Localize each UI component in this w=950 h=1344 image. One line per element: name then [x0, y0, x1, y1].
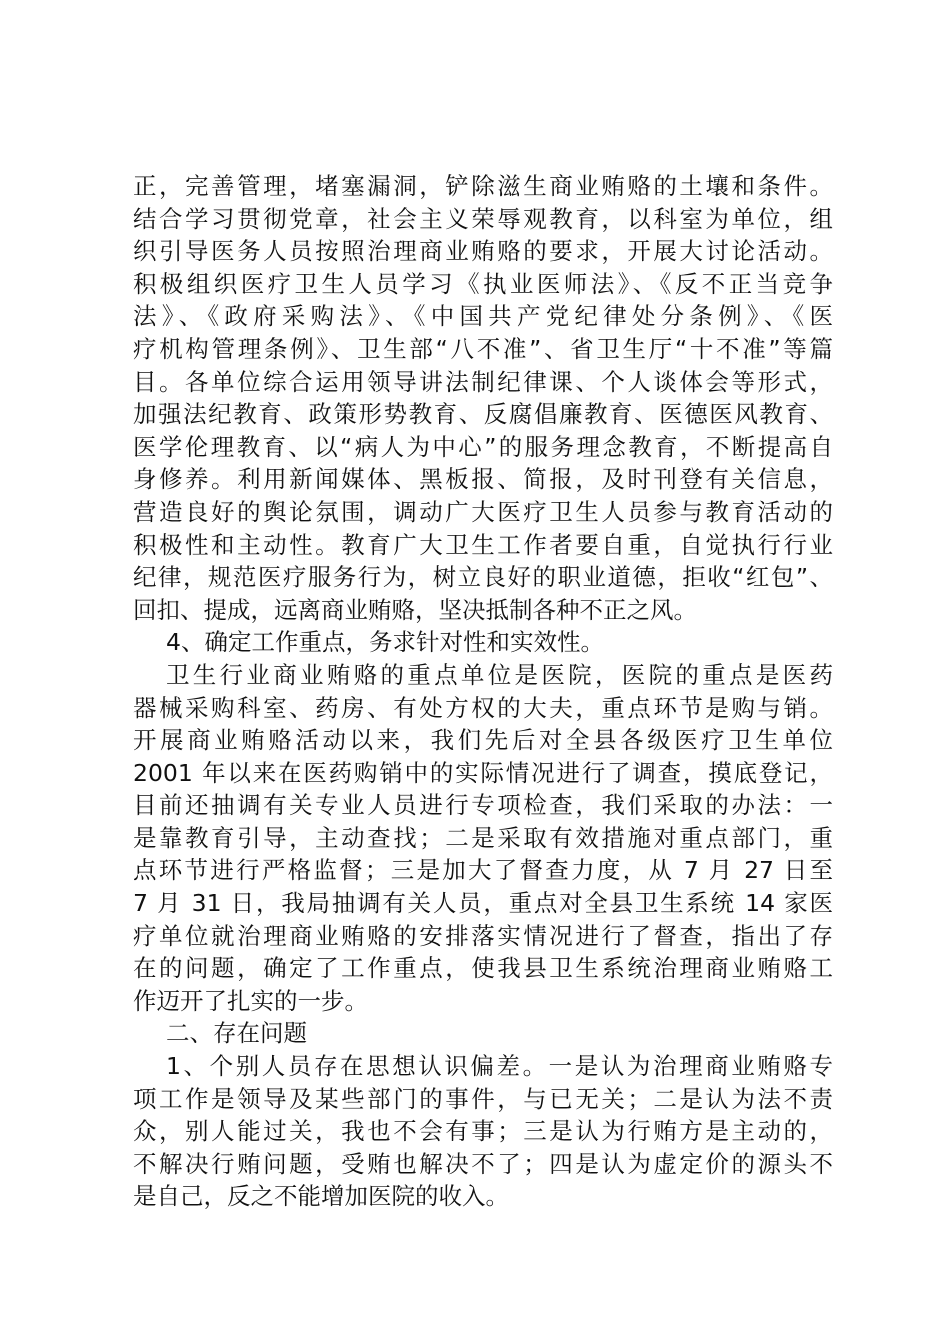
text-line: 正，完善管理，堵塞漏洞，铲除滋生商业贿赂的土壤和条件。	[133, 172, 833, 200]
text-line: 加强法纪教育、政策形势教育、反腐倡廉教育、医德医风教育、	[133, 400, 833, 429]
text-line: 是靠教育引导，主动查找；二是采取有效措施对重点部门，重	[133, 823, 833, 852]
body-text	[133, 170, 833, 1213]
text-line: 回扣、提成，远离商业贿赂，坚决抵制各种不正之风。	[133, 595, 697, 624]
text-line: 积极性和主动性。教育广大卫生工作者要自重，自觉执行行业	[133, 530, 833, 559]
text-line: 点环节进行严格监督；三是加大了督查力度，从 7 月 27 日至	[133, 856, 833, 885]
text-line: 疗单位就治理商业贿赂的安排落实情况进行了督查，指出了存	[133, 921, 833, 950]
text-line: 法》、《政府采购法》、《中国共产党纪律处分条例》、《医	[133, 302, 833, 331]
text-line: 是自己，反之不能增加医院的收入。	[133, 1182, 509, 1211]
text-line: 不解决行贿问题，受贿也解决不了；四是认为虚定价的源头不	[133, 1149, 833, 1178]
text-line: 积极组织医疗卫生人员学习《执业医师法》、《反不正当竞争	[133, 269, 833, 298]
text-line: 目前还抽调有关专业人员进行专项检查，我们采取的办法：一	[133, 791, 833, 820]
text-line: 卫生行业商业贿赂的重点单位是医院，医院的重点是医药	[166, 660, 833, 689]
text-line: 众，别人能过关，我也不会有事；三是认为行贿方是主动的，	[133, 1117, 833, 1146]
text-line: 医学伦理教育、以“病人为中心”的服务理念教育，不断提高自	[133, 432, 833, 461]
text-line: 营造良好的舆论氛围，调动广大医疗卫生人员参与教育活动的	[133, 497, 833, 526]
text-line: 1、个别人员存在思想认识偏差。一是认为治理商业贿赂专	[166, 1052, 833, 1081]
section-heading: 4、确定工作重点，务求针对性和实效性。	[166, 628, 604, 657]
text-line: 7 月 31 日，我局抽调有关人员，重点对全县卫生系统 14 家医	[133, 889, 833, 918]
text-line: 开展商业贿赂活动以来，我们先后对全县各级医疗卫生单位	[133, 726, 833, 755]
text-line: 织引导医务人员按照治理商业贿赂的要求，开展大讨论活动。	[133, 237, 833, 266]
text-line: 2001 年以来在医药购销中的实际情况进行了调查，摸底登记，	[133, 758, 833, 787]
text-line: 身修养。利用新闻媒体、黑板报、简报，及时刊登有关信息，	[133, 465, 833, 494]
text-line: 器械采购科室、药房、有处方权的大夫，重点环节是购与销。	[133, 693, 833, 722]
text-line: 结合学习贯彻党章，社会主义荣辱观教育，以科室为单位，组	[133, 204, 833, 233]
text-line: 项工作是领导及某些部门的事件，与已无关；二是认为法不责	[133, 1084, 833, 1113]
text-line: 目。各单位综合运用领导讲法制纪律课、个人谈体会等形式，	[133, 367, 833, 396]
text-line: 在的问题，确定了工作重点，使我县卫生系统治理商业贿赂工	[133, 954, 833, 983]
text-line: 纪律，规范医疗服务行为，树立良好的职业道德，拒收“红包”、	[133, 563, 833, 592]
section-heading: 二、存在问题	[166, 1019, 307, 1048]
text-line: 疗机构管理条例》、卫生部“八不准”、省卫生厅“十不准”等篇	[133, 334, 833, 363]
text-line: 作迈开了扎实的一步。	[133, 986, 368, 1015]
